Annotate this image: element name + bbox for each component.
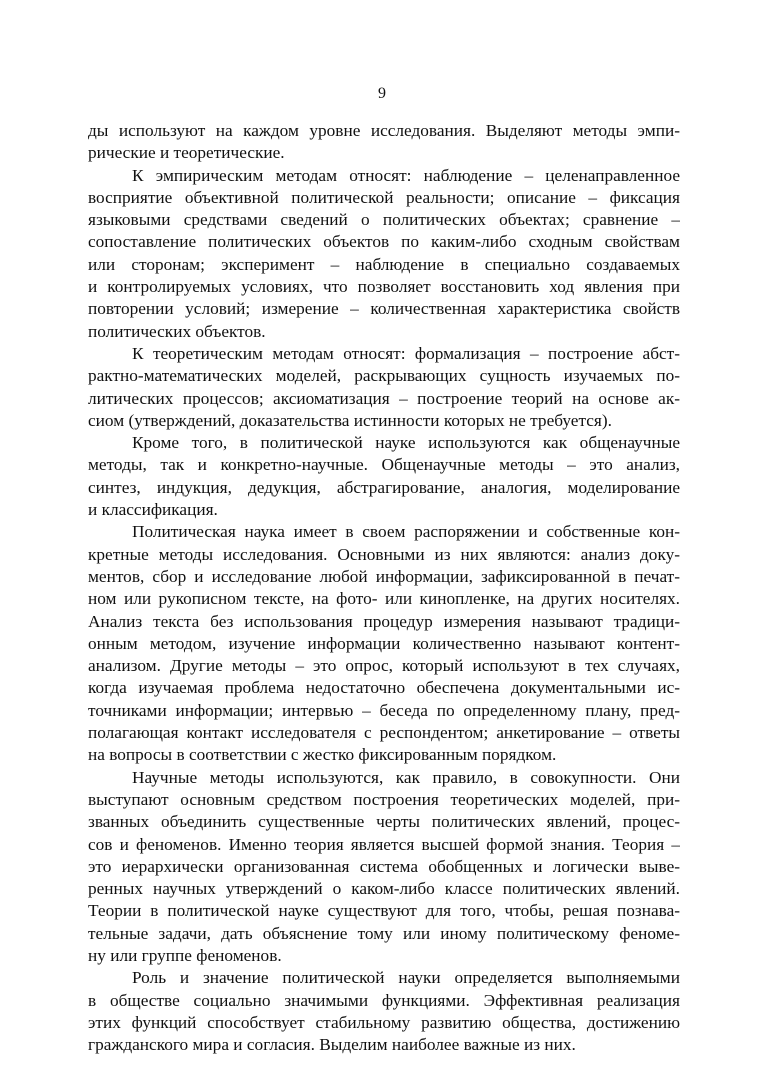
text-line: методы, так и конкретно-научные. Общенаучные методы – это анализ, xyxy=(88,455,680,475)
text-line: Политическая наука имеет в своем распоряжении и собственные кон- xyxy=(132,522,680,542)
text-line: сиом (утверждений, доказательства истинности которых не требуется). xyxy=(88,410,612,430)
text-line: кретные методы исследования. Основными из них являются: анализ доку- xyxy=(88,544,680,564)
text-line: ном или рукописном тексте, на фото- или кинопленке, на других носителях. xyxy=(88,589,680,609)
text-line: выступают основным средством построения теоретических моделей, при- xyxy=(88,789,680,809)
text-line: ды используют на каждом уровне исследования. Выделяют методы эмпи- xyxy=(88,121,680,140)
text-line: Теории в политической науке существуют для того, чтобы, решая познава- xyxy=(88,901,680,921)
text-line: когда изучаемая проблема недостаточно обеспечена документальными ис- xyxy=(88,678,680,698)
text-line: или сторонам; эксперимент – наблюдение в специально создаваемых xyxy=(88,254,680,274)
text-line: К эмпирическим методам относят: наблюдение – целенаправленное xyxy=(132,165,680,185)
text-line: Анализ текста без использования процедур измерения называют традици- xyxy=(88,611,680,631)
text-line: сопоставление политических объектов по каким-либо сходным свойствам xyxy=(88,232,680,252)
text-line: Научные методы используются, как правило, в совокупности. Они xyxy=(132,767,680,787)
text-line: ну или группе феноменов. xyxy=(88,945,282,965)
text-line: ренных научных утверждений о каком-либо классе политических явлений. xyxy=(88,879,680,899)
text-line: языковыми средствами сведений о политических объектах; сравнение – xyxy=(88,210,680,230)
text-line: синтез, индукция, дедукция, абстрагирование, аналогия, моделирование xyxy=(88,477,680,497)
text-line: литических процессов; аксиоматизация – построение теорий на основе ак- xyxy=(88,388,680,408)
text-line: Роль и значение политической науки определяется выполняемыми xyxy=(132,968,680,988)
text-line: в обществе социально значимыми функциями. Эффективная реализация xyxy=(88,990,680,1010)
text-line: и классификация. xyxy=(88,500,218,520)
page-number: 9 xyxy=(378,85,386,102)
paragraph xyxy=(88,343,680,432)
text-line: рактно-математических моделей, раскрывающих сущность изучаемых по- xyxy=(88,366,680,386)
text-line: этих функций способствует стабильному развитию общества, достижению xyxy=(88,1012,680,1032)
text-line: повторении условий; измерение – количественная характеристика свойств xyxy=(88,299,680,319)
text-line: сов и феноменов. Именно теория является высшей формой знания. Теория – xyxy=(88,834,680,854)
text-line: рические и теоретические. xyxy=(88,143,285,163)
text-line: ментов, сбор и исследование любой информации, зафиксированной в печат- xyxy=(88,566,680,586)
text-line: политических объектов. xyxy=(88,321,266,341)
text-line: это иерархически организованная система обобщенных и логически выве- xyxy=(88,856,680,876)
paragraph xyxy=(88,521,680,766)
paragraph xyxy=(88,967,680,1056)
text-line: на вопросы в соответствии с жестко фиксированным порядком. xyxy=(88,745,557,765)
text-line: Кроме того, в политической науке используются как общенаучные xyxy=(132,433,680,453)
text-line: онным методом, изучение информации количественно называют контент- xyxy=(88,633,680,653)
text-line: тельные задачи, дать объяснение тому или иному политическому феноме- xyxy=(88,923,680,943)
text-line: гражданского мира и согласия. Выделим наиболее важные из них. xyxy=(88,1035,576,1055)
text-line: званных объединить существенные черты политических явлений, процес- xyxy=(88,812,680,832)
text-line: и контролируемых условиях, что позволяет восстановить ход явления при xyxy=(88,277,680,297)
paragraph xyxy=(88,120,680,165)
paragraph xyxy=(88,767,680,968)
text-line: анализом. Другие методы – это опрос, который используют в тех случаях, xyxy=(88,656,680,676)
text-line: восприятие объективной политической реальности; описание – фиксация xyxy=(88,187,680,207)
text-line: полагающая контакт исследователя с респондентом; анкетирование – ответы xyxy=(88,723,680,743)
text-line: К теоретическим методам относят: формализация – построение абст- xyxy=(132,343,680,363)
body-text xyxy=(88,120,680,1056)
paragraph xyxy=(88,432,680,521)
paragraph xyxy=(88,165,680,343)
text-line: точниками информации; интервью – беседа по определенному плану, пред- xyxy=(88,700,680,720)
